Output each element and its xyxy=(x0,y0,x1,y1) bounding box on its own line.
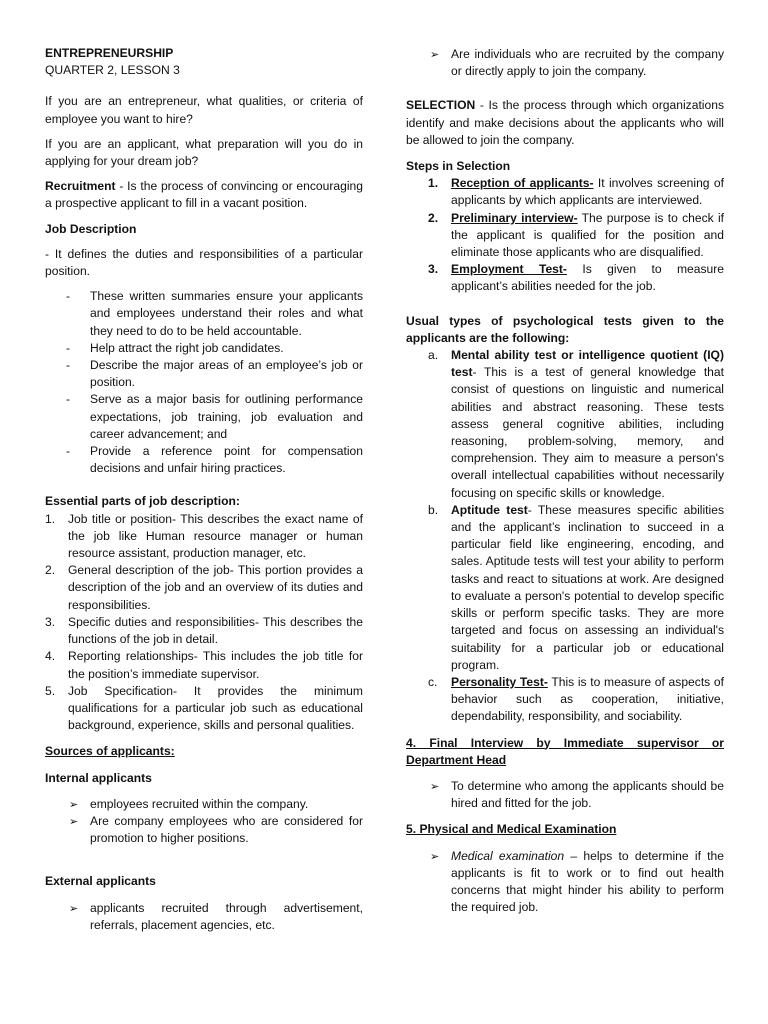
list-item: 1. Reception of applicants- It involves screening of applicants by which applicants are interviewed. xyxy=(428,176,724,208)
list-item: ➢ Medical examination – helps to determine if the applicants is fit to work or to find out health concerns that might hinder his ability to perform the required job. xyxy=(430,848,724,915)
list-item: - These written summaries ensure your applicants and employees understand their roles and what they need to do to be held accountable. xyxy=(66,289,363,338)
essential-parts-list xyxy=(45,511,363,735)
list-item: ➢ employees recruited within the company. xyxy=(69,796,363,813)
internal-heading: Internal applicants xyxy=(45,770,152,785)
list-item: c. Personality Test- This is to measure of aspects of behavior such as cooperation, initiative, dependability, responsibility, and sociability. xyxy=(428,674,724,724)
final-interview-heading: 4. Final Interview by Immediate supervisor or Department Head xyxy=(406,735,724,767)
list-item: 2. Preliminary interview- The purpose is to check if the applicant is qualified for the position and eliminate those applicants who are disqualified. xyxy=(428,210,724,260)
selection-term: SELECTION xyxy=(406,98,476,113)
list-item: ➢ Are individuals who are recruited by the company or directly apply to join the company. xyxy=(430,47,724,79)
list-item: 3. Specific duties and responsibilities- This describes the functions of the job in detail. xyxy=(45,614,363,647)
list-item: ➢ Are company employees who are considered for promotion to higher positions. xyxy=(69,813,363,846)
sources-heading: Sources of applicants: xyxy=(45,744,175,759)
list-item: - Help attract the right job candidates. xyxy=(66,340,284,355)
essential-parts-heading: Essential parts of job description: xyxy=(45,494,240,509)
recruitment-term: Recruitment xyxy=(45,179,116,194)
medical-heading: 5. Physical and Medical Examination xyxy=(406,822,617,837)
selection-definition: SELECTION - Is the process through which organizations identify and make decisions about the applicants who will be allowed to join the company. xyxy=(406,98,724,147)
arrow-bullet-icon: ➢ xyxy=(430,779,440,793)
external-heading: External applicants xyxy=(45,874,156,889)
arrow-bullet-icon: ➢ xyxy=(430,849,440,863)
subject-title: ENTREPRENEURSHIP xyxy=(45,46,174,60)
psych-tests-list xyxy=(406,347,724,725)
final-interview-list xyxy=(406,778,724,812)
list-item: - Describe the major areas of an employee’s job or position. xyxy=(66,358,363,390)
list-item: b. Aptitude test- These measures specific abilities and the applicant’s inclination to succeed in a particular field like engineering, encoding, and sales. Aptitude tests will test your ability to perform tasks and react to situations at work. Are designed to evaluate a person's potential to develop specific skills or perform specific tasks. They are more targeted and focus on assessing an individual's suitability for a particular job or educational program. xyxy=(428,502,724,672)
arrow-bullet-icon: ➢ xyxy=(430,48,440,61)
list-item: - Provide a reference point for compensation decisions and unfair hiring practices. xyxy=(66,444,363,476)
job-description-heading: Job Description xyxy=(45,221,137,236)
lesson-label: QUARTER 2, LESSON 3 xyxy=(45,63,180,78)
external-list xyxy=(45,900,363,934)
question-entrepreneur: If you are an entrepreneur, what qualities, or criteria of employee you want to hire? xyxy=(45,94,363,126)
list-item: 5. Job Specification- It provides the minimum qualifications for a particular job such as educational background, experience, skills and personal qualities. xyxy=(45,683,363,733)
list-item: 2. General description of the job- This portion provides a description of the job and an overview of its duties and responsibilities. xyxy=(45,563,363,612)
list-item: ➢ To determine who among the applicants should be hired and fitted for the job. xyxy=(430,778,724,811)
left-column xyxy=(45,0,363,934)
right-column xyxy=(406,0,724,916)
list-item: 4. Reporting relationships- This includes the job title for the position’s immediate supervisor. xyxy=(45,649,363,681)
list-item: a. Mental ability test or intelligence quotient (IQ) test- This is a test of general knowledge that consist of questions on linguistic and numerical abilities and abstract reasoning. These tests assess general cognitive abilities, including reasoning, problem-solving, memory, and comprehension. They aim to measure a person's overall intellectual capabilities without necessarily focusing on specific skills or knowledge. xyxy=(428,348,724,500)
external-list-continued xyxy=(406,46,724,80)
question-applicant: If you are an applicant, what preparation will you do in applying for your dream job? xyxy=(45,136,363,169)
steps-list xyxy=(406,175,724,295)
list-item: ➢ applicants recruited through advertisement, referrals, placement agencies, etc. xyxy=(69,900,363,932)
internal-list xyxy=(45,796,363,848)
arrow-bullet-icon: ➢ xyxy=(69,901,79,915)
arrow-bullet-icon: ➢ xyxy=(69,814,79,828)
steps-heading: Steps in Selection xyxy=(406,159,511,174)
list-item: 3. Employment Test- Is given to measure applicant’s abilities needed for the job. xyxy=(428,262,724,294)
job-description-list xyxy=(45,288,363,477)
medical-list xyxy=(406,848,724,917)
list-item: 1. Job title or position- This describes the exact name of the job like Human resource manager or human resource assistant, production manager, etc. xyxy=(45,511,363,561)
recruitment-definition: Recruitment - Is the process of convincing or encouraging a prospective applicant to fill in a vacant position. xyxy=(45,179,363,211)
psych-tests-heading: Usual types of psychological tests given to the applicants are the following: xyxy=(406,313,724,345)
arrow-bullet-icon: ➢ xyxy=(69,797,79,811)
list-item: - Serve as a major basis for outlining performance expectations, job training, job evaluation and career advancement; and xyxy=(66,392,363,441)
job-description-definition: - It defines the duties and responsibilities of a particular position. xyxy=(45,246,363,279)
